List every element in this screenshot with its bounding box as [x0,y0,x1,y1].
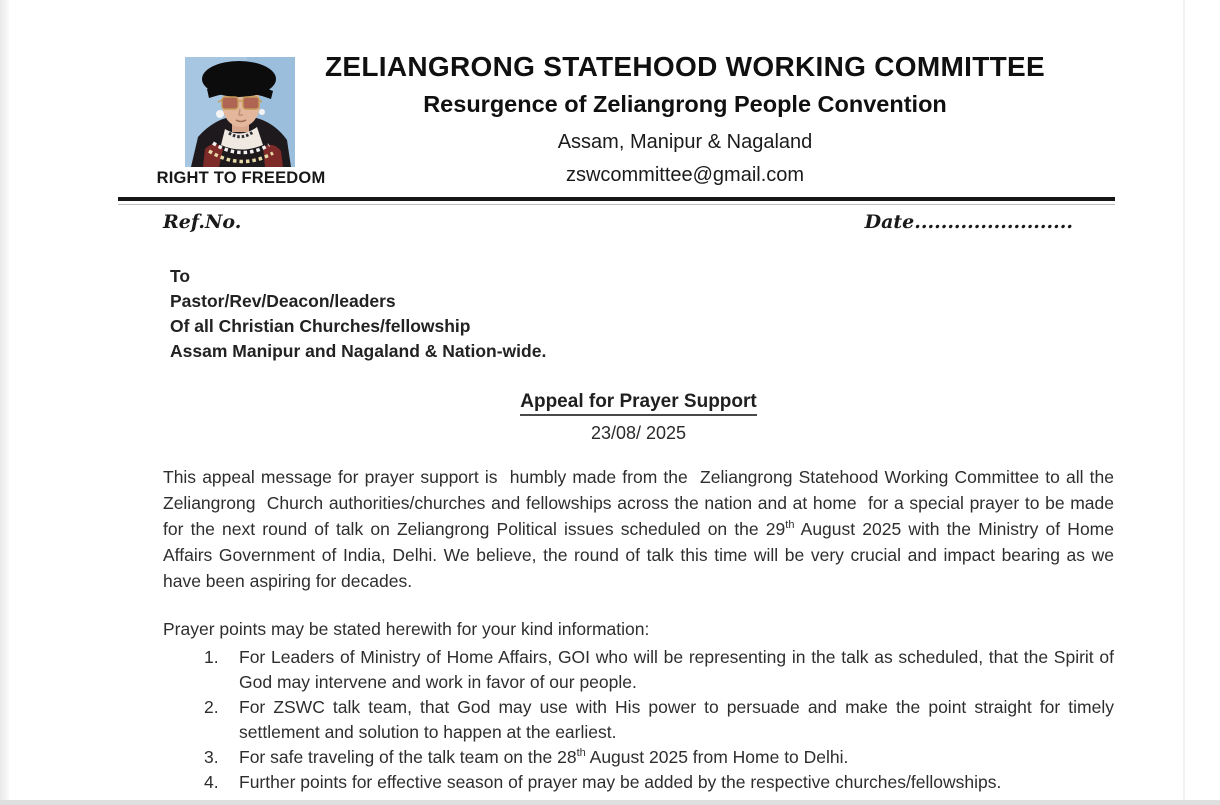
organization-region: Assam, Manipur & Nagaland [557,130,813,153]
date-label: Date........................ [864,211,1073,233]
ordinal-superscript: th [785,519,795,532]
prayer-points-intro: Prayer points may be stated herewith for your kind information: [163,619,650,639]
list-item-text-part: August 2025 from Home to Delhi. [585,747,849,767]
body-paragraph-text: August 2025 with the Ministry of Home Affairs Government of India, Delhi. We believe, the round of talk this time will be very crucial and impact bearing as we have been aspiring for decades. [163,519,1119,591]
organization-name: ZELIANGRONG STATEHOOD WORKING COMMITTEE [325,51,1045,82]
photo-caption: RIGHT TO FREEDOM [156,169,326,187]
letterhead-divider-shadow [118,204,1115,205]
letterhead-divider [118,197,1115,201]
list-item-number: 1. [204,647,219,667]
body-paragraph [163,464,1119,594]
list-item-number: 4. [204,772,219,792]
recipient-line: Pastor/Rev/Deacon/leaders [170,291,396,311]
list-item-text-part: For safe traveling of the talk team on the 28 [239,747,577,767]
list-item-text: For ZSWC talk team, that God may use with His power to persuade and make the point straight for timely settlement and solution to happen at the earliest. [239,697,1114,742]
ref-date-row [163,211,1073,233]
letterhead [230,53,1140,185]
paper-right-edge [1183,0,1185,805]
recipient-line: Of all Christian Churches/fellowship [170,316,471,336]
list-item [163,695,1114,745]
organization-email: zswcommittee@gmail.com [565,163,805,186]
subject-block [163,391,1114,444]
list-item-text: Further points for effective season of prayer may be added by the respective churches/fellowships. [239,772,1002,792]
body-paragraph-text: This appeal message for prayer support is humbly made from the Zeliangrong Statehood Working Committee to all the Zeliangrong Church authorities/churches and fellowships across the nation and at home for a special prayer to be made for the next round of talk on Zeliangrong Political issues scheduled on the 29 [163,467,1119,539]
recipient-line: Assam Manipur and Nagaland & Nation-wide. [170,341,547,361]
recipient-block [170,264,546,364]
ordinal-superscript: th [576,747,586,760]
subject-title: Appeal for Prayer Support [520,391,757,416]
list-item [163,745,1114,770]
recipient-salutation: To [170,266,191,286]
list-item [163,770,1114,795]
subject-date: 23/08/ 2025 [590,423,687,443]
list-item-number: 2. [204,697,219,717]
organization-subtitle: Resurgence of Zeliangrong People Convention [423,91,947,117]
list-item-number: 3. [204,747,219,767]
paper-bottom-edge [0,800,1220,805]
list-item-text [239,745,1114,770]
paper-left-edge [0,0,9,805]
prayer-points-list [163,645,1114,795]
list-item-text: For Leaders of Ministry of Home Affairs, GOI who will be representing in the talk as scheduled, that the Spirit of God may intervene and work in favor of our people. [239,647,1114,692]
list-item [163,645,1114,695]
ref-no-label: Ref.No. [163,211,242,233]
